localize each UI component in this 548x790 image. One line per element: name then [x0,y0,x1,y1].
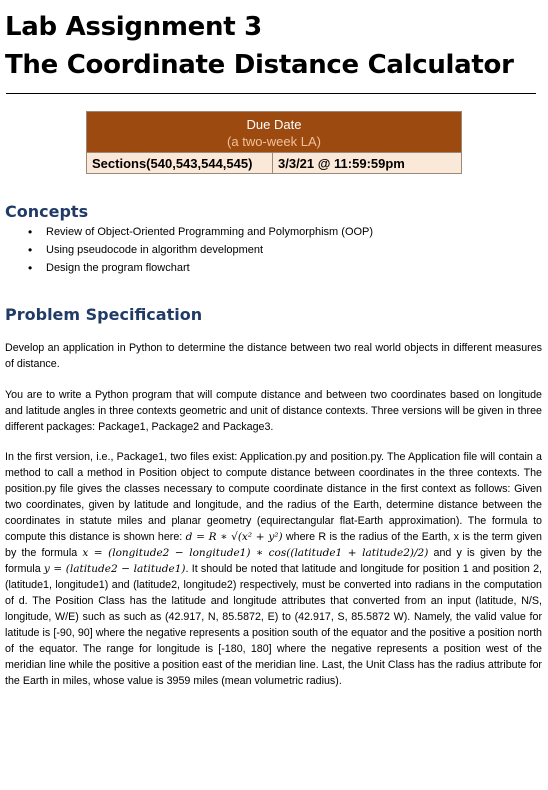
paragraph-text: . It should be noted that latitude and longitude for position 1 and position 2, (latitude1, longitude1) and (latitude2, longitude2) respectively, must be converted into radians in the computation of d. The Position Class has the latitude and longitude attributes that converted from an input (latitude, N/S, longitude, W/E) such as such as (42.917, N, 85.5872, E) to (42.917, S, 85.5872 W). Namely, the valid value for latitude is [-90, 90] where the negative represents a position south of the equator and the positive a position north of the equator. The range for longitude is [-180, 180] where the negative represents a position west of the meridian line while the positive a position east of the meridian line. Last, the Unit Class has the radius attribute for the Earth in miles, whose value is 3959 miles (mean volumetric radius). [5,563,542,687]
distance-formula: d = R ∗ √(x² + y²) [185,531,283,543]
document-title-line2: The Coordinate Distance Calculator [5,50,514,80]
concepts-list [28,224,373,278]
problem-specification-heading: Problem Specification [5,305,203,324]
due-date-subheading: (a two-week LA) [227,134,321,149]
concept-item: • Review of Object-Oriented Programming and Polymorphism (OOP) [28,224,373,242]
due-value-cell: 3/3/21 @ 11:59:59pm [273,153,462,174]
paragraph-text: where R is the radius of the Earth, x is the term given by the formula [5,531,542,559]
sections-cell: Sections(540,543,544,545) [87,153,273,174]
concepts-heading: Concepts [5,202,89,221]
paragraph-text: and y is given by the formula [5,547,542,575]
problem-paragraph-3 [5,449,542,689]
concept-item: • Design the program flowchart [28,260,373,278]
due-date-heading: Due Date [246,117,302,132]
x-formula: x = (longitude2 − longitude1) ∗ cos((latitude1 + latitude2)/2) [82,547,429,559]
y-formula: y = (latitude2 − latitude1) [43,563,186,575]
due-date-table [86,111,462,174]
concept-item: • Using pseudocode in algorithm development [28,242,373,260]
document-title-line1: Lab Assignment 3 [5,12,262,42]
due-date-header [87,112,462,153]
title-divider [6,93,536,94]
problem-paragraph-2: You are to write a Python program that will compute distance and between two coordinates based on longitude and latitude angles in three contexts geometric and unit of distance contexts. Three versions will be given in three different packages: Package1, Package2 and Package3. [5,389,542,433]
problem-paragraph-1: Develop an application in Python to determine the distance between two real world objects in different measures of distance. [5,342,542,370]
paragraph-text: In the first version, i.e., Package1, two files exist: Application.py and position.py. The Application file will contain a method to call a method in Position object to compute distance between coordinates in the three contexts. The position.py file gives the classes necessary to compute coordinate distance in the first context as follows: Given two coordinates, given by latitude and longitude, and the radius of the Earth, determine distance between the coordinates in statute miles and planar geometry (equirectangular flat-Earth approximation). The formula to compute this distance is shown here: [5,451,542,543]
